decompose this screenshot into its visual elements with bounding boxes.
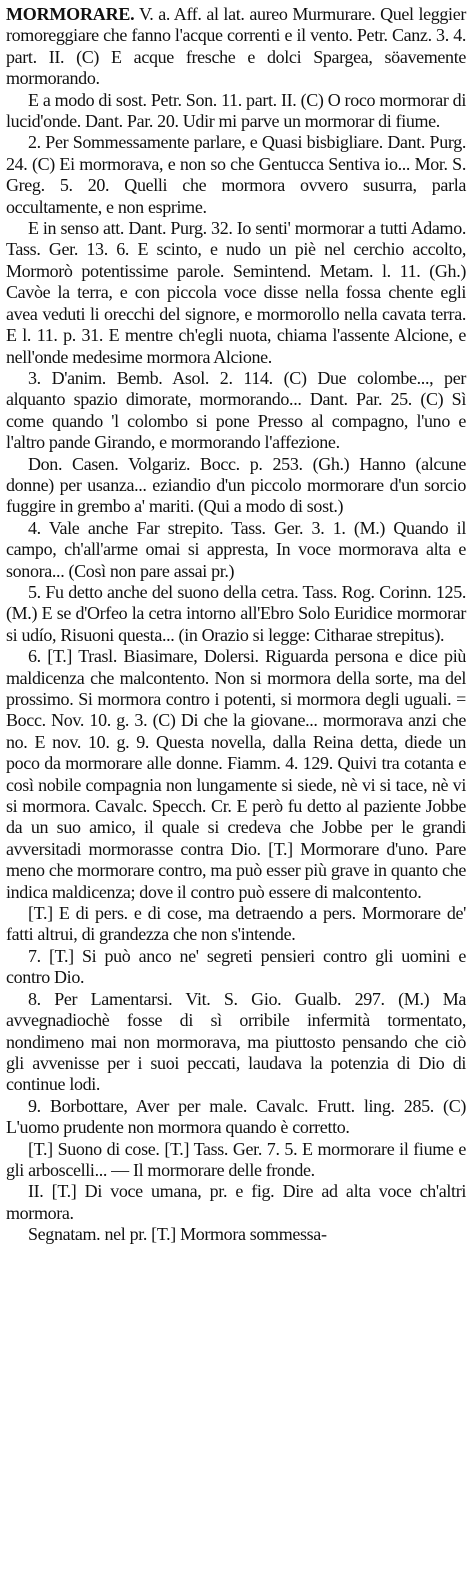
entry-paragraph: 3. D'anim. Bemb. Asol. 2. 114. (C) Due colombe..., per alquanto spazio dimorate, mormorando... Dant. Par. 25. (C) Sì come quando 'l colombo si pone Presso al compagno, l'uno e l'altro pande Girando, e mormorando l'affezione. [6, 367, 466, 453]
paragraph-text: V. a. Aff. al lat. aureo Murmurare. Quel leggier romoreggiare che fanno l'acque correnti e il vento. Petr. Canz. 3. 4. part. II. (C) E acque fresche e dolci Spargea, söavemente mormorando. [6, 4, 466, 89]
entry-paragraph: Don. Casen. Volgariz. Bocc. p. 253. (Gh.) Hanno (alcune donne) per usanza... eziandio d'un piccolo mormorare d'un sorcio fuggire in grembo a' mariti. (Qui a modo di sost.) [6, 453, 466, 517]
entry-paragraph: [T.] Suono di cose. [T.] Tass. Ger. 7. 5. E mormorare il fiume e gli arboscelli... — Il mormorare delle fronde. [6, 1138, 466, 1180]
entry-paragraph: E in senso att. Dant. Purg. 32. Io senti' mormorar a tutti Adamo. Tass. Ger. 13. 6. E scinto, e nudo un piè nel cerchio accolto, Mormorò potentissime parole. Semintend. Metam. l. 11. (Gh.) Cavòe la terra, e con piccola voce disse nella fossa chente egli avea veduti li orecchi del signore, e mormorollo nella cavata terra. E l. 11. p. 31. E mentre ch'egli nuota, chiama l'assente Alcione, e nell'onde medesime mormora Alcione. [6, 218, 466, 367]
entry-paragraph: [T.] E di pers. e di cose, ma detraendo a pers. Mormorare de' fatti altrui, di grandezza che non s'intende. [6, 903, 466, 945]
entry-paragraph: II. [T.] Di voce umana, pr. e fig. Dire ad alta voce ch'altri mormora. [6, 1181, 466, 1223]
entry-paragraph: 4. Vale anche Far strepito. Tass. Ger. 3. 1. (M.) Quando il campo, ch'all'arme omai si appresta, In voce mormorava alta e sonora... (Così non pare assai pr.) [6, 517, 466, 581]
entry-paragraph: 9. Borbottare, Aver per male. Cavalc. Frutt. ling. 285. (C) L'uomo prudente non mormora quando è corretto. [6, 1095, 466, 1138]
entry-paragraph: 5. Fu detto anche del suono della cetra. Tass. Rog. Corinn. 125. (M.) E se d'Orfeo la cetra intorno all'Ebro Solo Euridice mormorar si udío, Risuoni questa... (in Orazio si legge: Citharae strepitus). [6, 581, 466, 645]
entry-paragraph [6, 4, 466, 90]
entry-paragraph: 6. [T.] Trasl. Biasimare, Dolersi. Riguarda persona e dice più maldicenza che malcontento. Non si mormora della sorte, ma del prossimo. Si mormora contro i potenti, si mormora degli uguali. = Bocc. Nov. 10. g. 3. (C) Di che la giovane... mormorava anzi che no. E nov. 10. g. 9. Questa novella, dalla Reina detta, diede un poco da mormorare alle donne. Fiamm. 4. 129. Quivi tra cotanta e così nobile compagnia non lungamente si siede, nè vi si tace, nè vi si mormora. Cavalc. Specch. Cr. E però fu detto al paziente Jobbe da un suo amico, il quale si credeva che Jobbe per le grandi avversitadi mormorasse contra Dio. [T.] Mormorare d'uno. Pare meno che mormorare contro, ma può esser più grave in quanto che indica maldicenza; dove il contro può essere di malcontento. [6, 646, 466, 902]
entry-paragraph: 2. Per Sommessamente parlare, e Quasi bisbigliare. Dant. Purg. 24. (C) Ei mormorava, e non so che Gentucca Sentiva io... Mor. S. Greg. 5. 20. Quelli che mormora ovvero susurra, parla occultamente, e non esprime. [6, 132, 466, 217]
entry-paragraph: 8. Per Lamentarsi. Vit. S. Gio. Gualb. 297. (M.) Ma avvegnadiochè fosse di sì orribile infermità tormentato, nondimeno mai non mormorava, ma piuttosto pensando che ciò gli avvenisse per i suoi peccati, laudava la potenzia di Dio di continue lodi. [6, 988, 466, 1095]
headword: MORMORARE. [6, 4, 135, 24]
entry-paragraph: E a modo di sost. Petr. Son. 11. part. II. (C) O roco mormorar di lucid'onde. Dant. Par. 20. Udir mi parve un mormorar di fiume. [6, 89, 466, 132]
entry-paragraph: Segnatam. nel pr. [T.] Mormora sommessa- [28, 1224, 327, 1245]
entry-paragraph: 7. [T.] Si può anco ne' segreti pensieri contro gli uomini e contro Dio. [6, 945, 466, 988]
